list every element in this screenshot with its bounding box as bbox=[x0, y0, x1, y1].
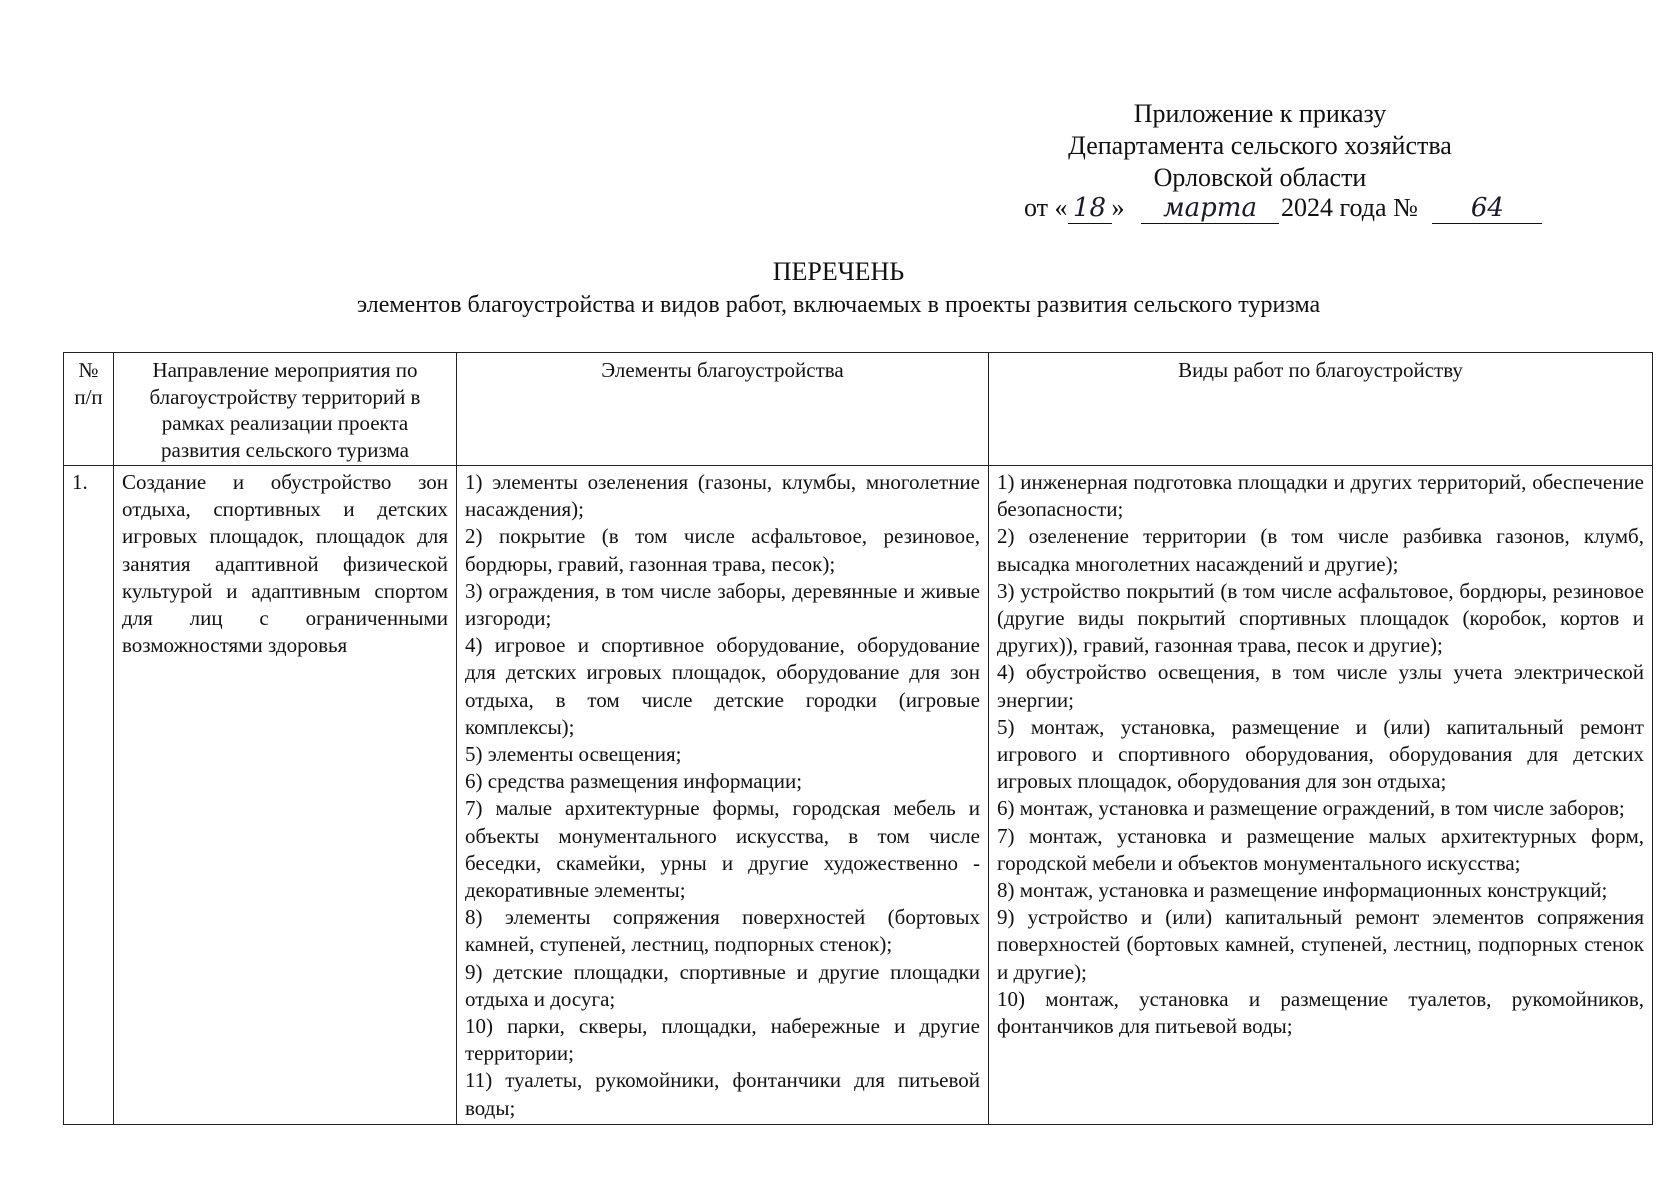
list-item: 1) элементы озеленения (газоны, клумбы, многолетние насаждения); bbox=[465, 470, 980, 522]
list-item: 8) элементы сопряжения поверхностей (бортовых камней, ступеней, лестниц, подпорных стенок); bbox=[465, 905, 980, 957]
row-num: 1. bbox=[64, 466, 114, 1125]
list-item: 6) монтаж, установка и размещение ограждений, в том числе заборов; bbox=[997, 796, 1625, 821]
list-item: 2) покрытие (в том числе асфальтовое, резиновое, бордюры, гравий, газонная трава, песок); bbox=[465, 524, 980, 576]
document-subtitle: элементов благоустройства и видов работ, включаемых в проекты развития сельского туризма bbox=[356, 292, 1321, 318]
list-item: 10) парки, скверы, площадки, набережные и другие территории; bbox=[465, 1014, 980, 1066]
list-item: 7) монтаж, установка и размещение малых архитектурных форм, городской мебели и объектов монументального искусства; bbox=[997, 823, 1644, 875]
list-item: 11) туалеты, рукомойники, фонтанчики для питьевой воды; bbox=[465, 1068, 980, 1120]
table-header-row bbox=[64, 353, 1653, 466]
table-row bbox=[64, 466, 1653, 1125]
order-date-line bbox=[1024, 192, 1544, 224]
date-month-handwritten: марта bbox=[1141, 193, 1279, 224]
list-item: 3) ограждения, в том числе заборы, деревянные и живые изгороди; bbox=[465, 578, 980, 631]
row-elements-cell bbox=[457, 466, 989, 1125]
list-item: 8) монтаж, установка и размещение информационных конструкций; bbox=[997, 878, 1608, 903]
appendix-line-3: Орловской области bbox=[1153, 163, 1367, 192]
header-direction: Направление мероприятия по благоустройству территорий в рамках реализации проекта развития сельского туризма bbox=[114, 353, 457, 466]
appendix-line-1: Приложение к приказу bbox=[1133, 99, 1387, 128]
order-number-handwritten: 64 bbox=[1432, 193, 1542, 224]
date-day-handwritten: 18 bbox=[1068, 193, 1112, 224]
list-item: 7) малые архитектурные формы, городская мебель и объекты монументального искусства, в том числе беседки, скамейки, урны и другие художественно - декоративные элементы; bbox=[465, 796, 980, 903]
improvement-elements-table bbox=[63, 352, 1653, 1125]
header-elements: Элементы благоустройства bbox=[457, 353, 989, 466]
appendix-line-2: Департамента сельского хозяйства bbox=[1068, 131, 1452, 160]
date-close-quote: » bbox=[1111, 193, 1125, 222]
list-item: 6) средства размещения информации; bbox=[465, 769, 803, 794]
list-item: 9) детские площадки, спортивные и другие площадки отдыха и досуга; bbox=[465, 959, 980, 1011]
appendix-header bbox=[1010, 98, 1510, 194]
list-item: 10) монтаж, установка и размещение туалетов, рукомойников, фонтанчиков для питьевой воды; bbox=[997, 986, 1644, 1039]
list-item: 5) монтаж, установка, размещение и (или) капитальный ремонт игрового и спортивного оборудования, оборудования для детских игровых площадок, оборудования для зон отдыха; bbox=[997, 714, 1644, 794]
date-year: 2024 года № bbox=[1281, 193, 1418, 222]
row-direction: Создание и обустройство зон отдыха, спортивных и детских игровых площадок, площадок для занятия адаптивной физической культурой и адаптивным спортом для лиц с ограниченными возможностями здоровья bbox=[114, 466, 457, 1125]
header-works: Виды работ по благоустройству bbox=[989, 353, 1653, 466]
list-item: 1) инженерная подготовка площадки и других территорий, обеспечение безопасности; bbox=[997, 470, 1644, 522]
list-item: 2) озеленение территории (в том числе разбивка газонов, клумб, высадка многолетних насаждений и другие); bbox=[997, 524, 1644, 576]
header-num: № п/п bbox=[64, 353, 114, 466]
list-item: 5) элементы освещения; bbox=[465, 742, 682, 767]
document-title: ПЕРЕЧЕНЬ bbox=[772, 257, 905, 286]
row-works-cell bbox=[989, 466, 1653, 1125]
date-prefix: от « bbox=[1024, 193, 1068, 222]
list-item: 4) игровое и спортивное оборудование, оборудование для детских игровых площадок, оборудование для зон отдыха, в том числе детские городки (игровые комплексы); bbox=[465, 633, 980, 739]
list-item: 4) обустройство освещения, в том числе узлы учета электрической энергии; bbox=[997, 660, 1644, 712]
list-item: 9) устройство и (или) капитальный ремонт элементов сопряжения поверхностей (бортовых камней, ступеней, лестниц, подпорных стенок и другие); bbox=[997, 905, 1644, 984]
list-item: 3) устройство покрытий (в том числе асфальтовое, бордюры, резиновое (другие виды покрытий спортивных площадок (коробок, кортов и других)), гравий, газонная трава, песок и другие); bbox=[997, 578, 1644, 658]
